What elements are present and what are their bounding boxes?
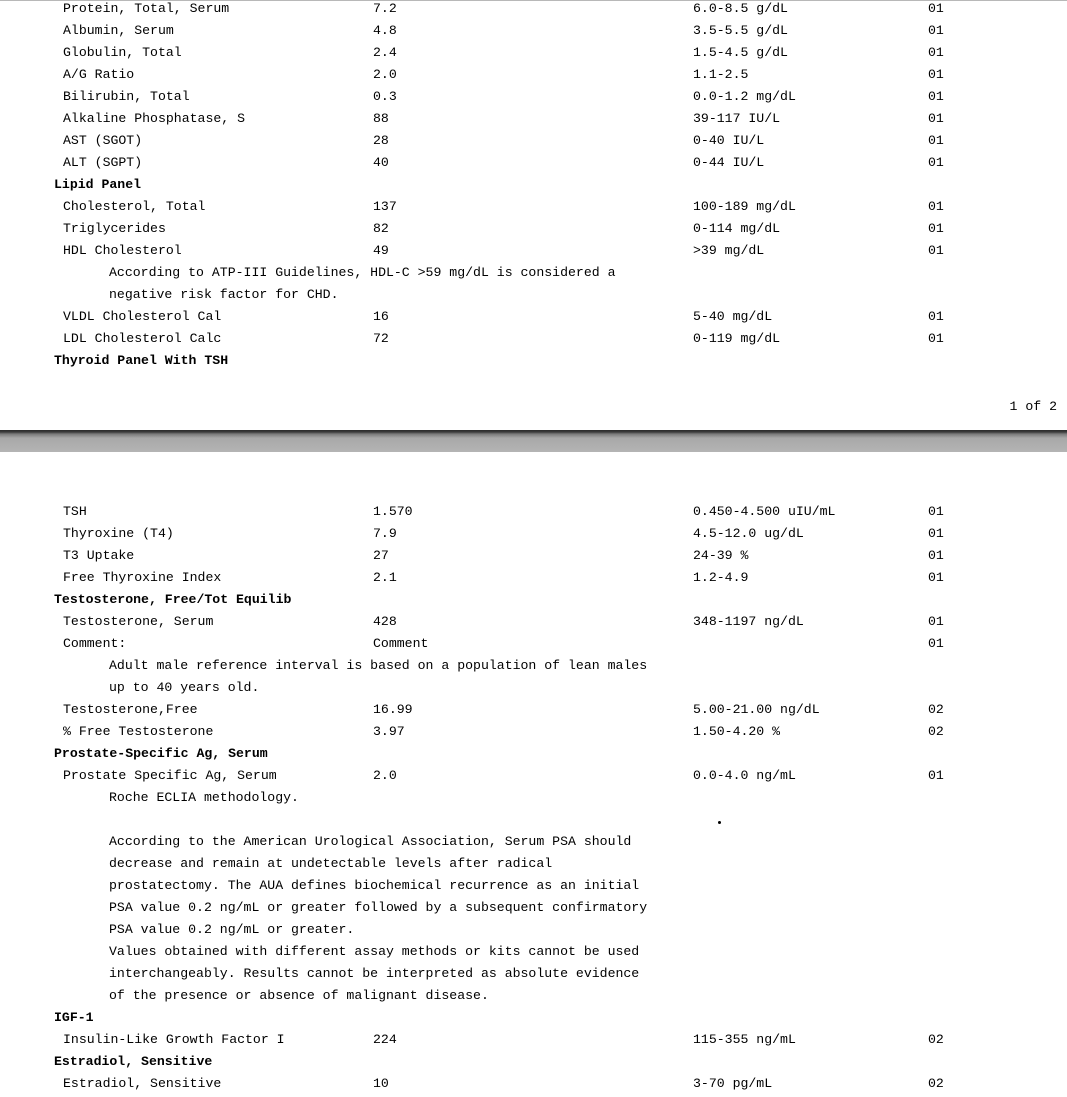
section-title: Testosterone, Free/Tot Equilib [54, 592, 292, 607]
page-number: 1 of 2 [1009, 399, 1057, 414]
test-name: ALT (SGPT) [63, 155, 143, 170]
note-line [0, 985, 1067, 1007]
section-title: Estradiol, Sensitive [54, 1054, 213, 1069]
test-result: 16.99 [373, 702, 413, 717]
test-name: Thyroxine (T4) [63, 526, 174, 541]
lab-code: 01 [928, 504, 944, 519]
lab-code: 02 [928, 1032, 944, 1047]
reference-range: 0.0-4.0 ng/mL [693, 768, 796, 783]
section-header [0, 1007, 1067, 1029]
test-name: AST (SGOT) [63, 133, 143, 148]
table-row [0, 328, 1067, 350]
section-title: IGF-1 [54, 1010, 94, 1025]
table-row [0, 64, 1067, 86]
test-result: 28 [373, 133, 389, 148]
lab-code: 01 [928, 221, 944, 236]
note-line [0, 787, 1067, 809]
note-line [0, 875, 1067, 897]
note-text: Roche ECLIA methodology. [109, 790, 299, 805]
test-name: Alkaline Phosphatase, S [63, 111, 246, 126]
test-result: 1.570 [373, 504, 413, 519]
reference-range: 3.5-5.5 g/dL [693, 23, 788, 38]
section-title: Prostate-Specific Ag, Serum [54, 746, 268, 761]
table-row [0, 108, 1067, 130]
reference-range: 3-70 pg/mL [693, 1076, 773, 1091]
note-text: prostatectomy. The AUA defines biochemical recurrence as an initial [109, 878, 640, 893]
table-row [0, 765, 1067, 787]
test-name: VLDL Cholesterol Cal [63, 309, 222, 324]
lab-code: 01 [928, 636, 944, 651]
section-title: Thyroid Panel With TSH [54, 353, 229, 368]
test-result: 2.0 [373, 67, 397, 82]
table-row [0, 721, 1067, 743]
note-text: According to ATP-III Guidelines, HDL-C >59 mg/dL is considered a [109, 265, 616, 280]
reference-range: 348-1197 ng/dL [693, 614, 804, 629]
lab-code: 01 [928, 309, 944, 324]
reference-range: 0-40 IU/L [693, 133, 765, 148]
reference-range: 24-39 % [693, 548, 749, 563]
note-line [0, 897, 1067, 919]
note-line [0, 963, 1067, 985]
lab-code: 01 [928, 768, 944, 783]
section-header [0, 350, 1067, 372]
lab-code: 02 [928, 724, 944, 739]
test-result: 428 [373, 614, 397, 629]
test-result: Comment [373, 636, 429, 651]
table-row [0, 1029, 1067, 1051]
reference-range: 5-40 mg/dL [693, 309, 773, 324]
reference-range: 4.5-12.0 ug/dL [693, 526, 804, 541]
section-header [0, 1051, 1067, 1073]
test-name: HDL Cholesterol [63, 243, 182, 258]
table-row [0, 218, 1067, 240]
reference-range: 100-189 mg/dL [693, 199, 796, 214]
reference-range: 1.2-4.9 [693, 570, 749, 585]
lab-code: 01 [928, 133, 944, 148]
test-result: 0.3 [373, 89, 397, 104]
table-row [0, 86, 1067, 108]
test-result: 49 [373, 243, 389, 258]
test-result: 3.97 [373, 724, 405, 739]
test-name: Bilirubin, Total [63, 89, 190, 104]
note-text: Adult male reference interval is based on a population of lean males [109, 658, 648, 673]
reference-range: 0.450-4.500 uIU/mL [693, 504, 836, 519]
table-row [0, 611, 1067, 633]
section-header [0, 743, 1067, 765]
reference-range: 0-44 IU/L [693, 155, 765, 170]
note-text: According to the American Urological Association, Serum PSA should [109, 834, 632, 849]
test-name: Triglycerides [63, 221, 166, 236]
test-name: % Free Testosterone [63, 724, 214, 739]
lab-code: 01 [928, 548, 944, 563]
test-name: Albumin, Serum [63, 23, 174, 38]
test-result: 2.0 [373, 768, 397, 783]
section-header [0, 174, 1067, 196]
test-name: Cholesterol, Total [63, 199, 206, 214]
note-text: of the presence or absence of malignant disease. [109, 988, 489, 1003]
test-result: 10 [373, 1076, 389, 1091]
note-line [0, 919, 1067, 941]
lab-code: 02 [928, 1076, 944, 1091]
note-line [0, 655, 1067, 677]
note-text: negative risk factor for CHD. [109, 287, 339, 302]
section-title: Lipid Panel [54, 177, 142, 192]
note-line [0, 677, 1067, 699]
table-row [0, 699, 1067, 721]
table-row [0, 545, 1067, 567]
test-name: Globulin, Total [63, 45, 182, 60]
reference-range: 0-119 mg/dL [693, 331, 781, 346]
note-line [0, 853, 1067, 875]
table-row [0, 306, 1067, 328]
test-result: 2.4 [373, 45, 397, 60]
lab-code: 01 [928, 89, 944, 104]
reference-range: 115-355 ng/mL [693, 1032, 796, 1047]
test-name: Free Thyroxine Index [63, 570, 222, 585]
table-row [0, 0, 1067, 20]
table-row [0, 523, 1067, 545]
lab-code: 01 [928, 111, 944, 126]
table-row [0, 42, 1067, 64]
test-result: 40 [373, 155, 389, 170]
test-name: T3 Uptake [63, 548, 135, 563]
test-name: TSH [63, 504, 87, 519]
table-row [0, 1073, 1067, 1095]
lab-code: 01 [928, 1, 944, 16]
test-result: 137 [373, 199, 397, 214]
test-result: 88 [373, 111, 389, 126]
lab-code: 02 [928, 702, 944, 717]
test-name: LDL Cholesterol Calc [63, 331, 222, 346]
test-result: 7.9 [373, 526, 397, 541]
reference-range: >39 mg/dL [693, 243, 765, 258]
reference-range: 0-114 mg/dL [693, 221, 781, 236]
table-row [0, 240, 1067, 262]
test-name: Testosterone, Serum [63, 614, 214, 629]
lab-code: 01 [928, 45, 944, 60]
test-result: 82 [373, 221, 389, 236]
test-name: Protein, Total, Serum [63, 1, 230, 16]
reference-range: 0.0-1.2 mg/dL [693, 89, 796, 104]
stray-dot [718, 821, 721, 824]
test-result: 4.8 [373, 23, 397, 38]
test-result: 224 [373, 1032, 397, 1047]
lab-code: 01 [928, 23, 944, 38]
note-line [0, 809, 1067, 831]
note-text: decrease and remain at undetectable levels after radical [109, 856, 553, 871]
lab-code: 01 [928, 67, 944, 82]
note-text: PSA value 0.2 ng/mL or greater followed by a subsequent confirmatory [109, 900, 648, 915]
test-name: Comment: [63, 636, 127, 651]
test-name: A/G Ratio [63, 67, 135, 82]
table-row [0, 633, 1067, 655]
lab-code: 01 [928, 199, 944, 214]
lab-code: 01 [928, 570, 944, 585]
table-row [0, 130, 1067, 152]
report-page-1 [0, 0, 1067, 431]
report-page-2 [0, 452, 1067, 1097]
test-result: 7.2 [373, 1, 397, 16]
note-text: up to 40 years old. [109, 680, 260, 695]
note-line [0, 284, 1067, 306]
page-separator [0, 430, 1067, 452]
note-text: Values obtained with different assay methods or kits cannot be used [109, 944, 640, 959]
table-row [0, 152, 1067, 174]
note-line [0, 262, 1067, 284]
test-result: 2.1 [373, 570, 397, 585]
note-line [0, 941, 1067, 963]
reference-range: 1.5-4.5 g/dL [693, 45, 788, 60]
table-row [0, 501, 1067, 523]
table-row [0, 20, 1067, 42]
test-name: Insulin-Like Growth Factor I [63, 1032, 285, 1047]
note-text: PSA value 0.2 ng/mL or greater. [109, 922, 355, 937]
lab-code: 01 [928, 526, 944, 541]
table-row [0, 196, 1067, 218]
test-result: 72 [373, 331, 389, 346]
reference-range: 1.1-2.5 [693, 67, 749, 82]
lab-code: 01 [928, 331, 944, 346]
note-text: interchangeably. Results cannot be interpreted as absolute evidence [109, 966, 640, 981]
reference-range: 6.0-8.5 g/dL [693, 1, 788, 16]
test-name: Prostate Specific Ag, Serum [63, 768, 277, 783]
section-header [0, 589, 1067, 611]
lab-code: 01 [928, 155, 944, 170]
test-name: Estradiol, Sensitive [63, 1076, 222, 1091]
test-result: 27 [373, 548, 389, 563]
reference-range: 1.50-4.20 % [693, 724, 781, 739]
note-line [0, 831, 1067, 853]
lab-code: 01 [928, 243, 944, 258]
lab-code: 01 [928, 614, 944, 629]
test-name: Testosterone,Free [63, 702, 198, 717]
reference-range: 5.00-21.00 ng/dL [693, 702, 820, 717]
reference-range: 39-117 IU/L [693, 111, 781, 126]
test-result: 16 [373, 309, 389, 324]
table-row [0, 567, 1067, 589]
